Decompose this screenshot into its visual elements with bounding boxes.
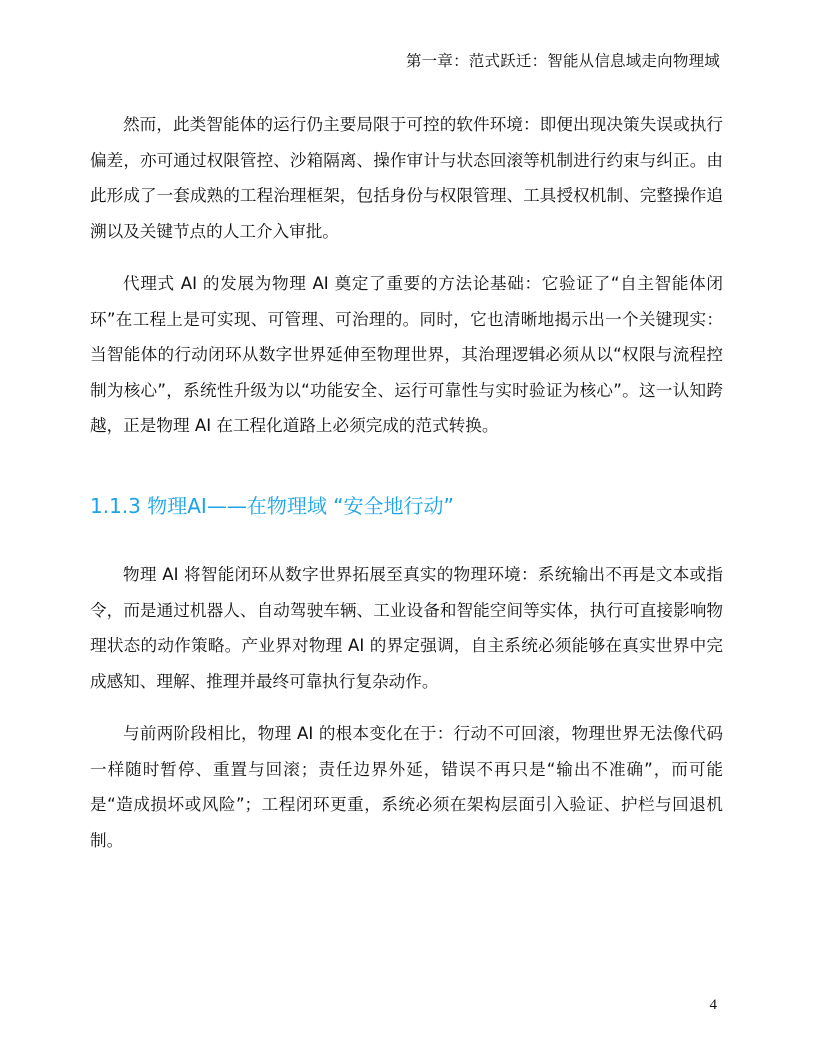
running-header: 第一章：范式跃迁：智能从信息域走向物理域 <box>405 52 720 70</box>
paragraph: 代理式 AI 的发展为物理 AI 奠定了重要的方法论基础：它验证了“自主智能体闭环”在工程上是可实现、可管理、可治理的。同时，它也清晰地揭示出一个关键现实：当智能体的行动闭环从数字世界延伸至物理世界，其治理逻辑必须从以“权限与流程控制为核心”，系统性升级为以“功能安全、运行可靠性与实时验证为核心”。这一认知跨越，正是物理 AI 在工程化道路上必须完成的范式转换。 <box>90 274 723 435</box>
page-number: 4 <box>709 997 717 1013</box>
paragraph: 与前两阶段相比，物理 AI 的根本变化在于：行动不可回滚，物理世界无法像代码一样随时暂停、重置与回滚；责任边界外延，错误不再只是“输出不准确”，而可能是“造成损坏或风险”；工程闭环更重，系统必须在架构层面引入验证、护栏与回退机制。 <box>90 724 723 850</box>
paragraph: 物理 AI 将智能闭环从数字世界拓展至真实的物理环境：系统输出不再是文本或指令，而是通过机器人、自动驾驶车辆、工业设备和智能空间等实体，执行可直接影响物理状态的动作策略。产业界对物理 AI 的界定强调，自主系统必须能够在真实世界中完成感知、理解、推理并最终可靠执行复杂动作。 <box>90 565 723 691</box>
paragraph: 然而，此类智能体的运行仍主要局限于可控的软件环境：即便出现决策失误或执行偏差，亦可通过权限管控、沙箱隔离、操作审计与状态回滚等机制进行约束与纠正。由此形成了一套成熟的工程治理框架，包括身份与权限管理、工具授权机制、完整操作追溯以及关键节点的人工介入审批。 <box>90 115 723 241</box>
section-heading: 1.1.3 物理AI——在物理域 “安全地行动” <box>90 494 454 518</box>
